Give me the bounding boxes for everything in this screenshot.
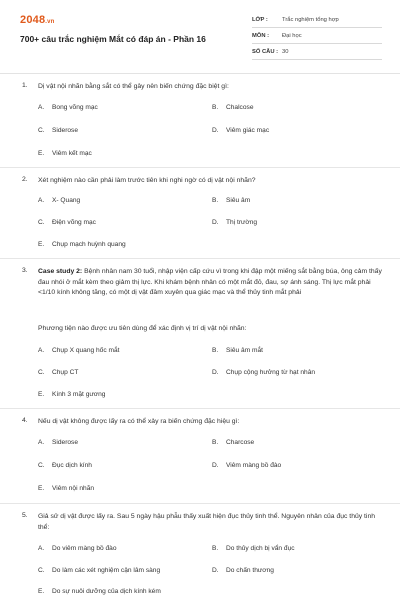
logo-text: 2048 [20,14,46,26]
option-text: Đục dịch kính [52,462,92,469]
question-number: 1. [22,82,28,89]
option-e[interactable] [38,241,126,248]
option-c[interactable] [38,462,92,469]
option-letter: A. [38,197,45,204]
meta-key: SỐ CÂU : [252,48,279,55]
option-letter: E. [38,588,45,595]
option-text: Siêu âm mắt [226,347,264,354]
option-c[interactable] [38,219,96,226]
option-text: Chụp mạch huỳnh quang [52,241,126,248]
option-text: Charcose [226,439,255,446]
option-letter: A. [38,545,45,552]
question-text [38,267,384,299]
meta-row-subject [252,28,382,44]
option-a[interactable] [38,104,98,111]
option-a[interactable] [38,545,117,552]
option-e[interactable] [38,391,105,398]
question-separator [0,167,400,168]
option-text: Viêm giác mạc [226,127,270,134]
option-letter: E. [38,391,45,398]
option-letter: D. [212,127,219,134]
option-d[interactable] [212,462,281,469]
option-text: Viêm kết mạc [52,150,92,157]
case-study-label: Case study 2: [38,268,83,275]
question-text: Nếu dị vật không được lấy ra có thể xảy ra biến chứng đặc hiệu gì: [38,418,240,425]
option-text: Chụp cộng hưởng từ hạt nhân [226,369,316,376]
meta-key: MÔN : [252,32,270,39]
option-letter: C. [38,369,45,376]
option-letter: A. [38,439,45,446]
option-c[interactable] [38,369,78,376]
option-text: Do làm các xét nghiệm cận lâm sàng [52,567,161,574]
meta-row-count [252,44,382,60]
option-letter: C. [38,219,45,226]
option-text: Siderose [52,127,79,134]
option-a[interactable] [38,439,78,446]
option-b[interactable] [212,197,250,204]
option-letter: C. [38,462,45,469]
option-d[interactable] [212,219,257,226]
page-title: 700+ câu trắc nghiệm Mắt có đáp án - Phần 16 [20,34,206,44]
option-text: Siderose [52,439,79,446]
question-number: 2. [22,176,28,183]
page-header [0,0,400,72]
option-d[interactable] [212,369,315,376]
option-text: Chalcose [226,104,254,111]
option-c[interactable] [38,127,78,134]
option-letter: D. [212,462,219,469]
logo-suffix: .vn [45,19,55,25]
option-letter: B. [212,104,219,111]
option-letter: B. [212,197,219,204]
question-number: 4. [22,417,28,424]
question-separator [0,408,400,409]
option-letter: B. [212,545,219,552]
header-divider [0,73,400,74]
meta-row-class [252,12,382,28]
question-number: 5. [22,512,28,519]
option-text: Do thủy dịch bị vẩn đục [226,545,295,552]
option-b[interactable] [212,439,254,446]
option-a[interactable] [38,197,80,204]
option-letter: A. [38,104,45,111]
question-number: 3. [22,267,28,274]
meta-value: Trắc nghiệm tổng hợp [282,16,339,23]
option-b[interactable] [212,347,263,354]
option-letter: B. [212,439,219,446]
option-text: Viêm màng bồ đào [226,462,282,469]
option-text: Điện võng mạc [52,219,96,226]
question-separator [0,258,400,259]
option-e[interactable] [38,588,161,595]
option-letter: E. [38,485,45,492]
option-b[interactable] [212,545,295,552]
question-text: Giả sử dị vật được lấy ra. Sau 5 ngày hậu phẫu thấy xuất hiện đục thủy tinh thể. Nguyên nhân của đục thủy tinh thể: [38,513,376,531]
option-letter: D. [212,369,219,376]
case-study-text: Bệnh nhân nam 30 tuổi, nhập viện cấp cứu vì trong khi đập một miếng sắt bằng búa, ông cảm thấy đau nhói ở mắt kèm theo giảm thị lực. Khi khám bệnh nhân có một mắt đỏ, đau, sợ ánh sáng. Thị lực mắt phải <1/10 kính không tăng, có một dị vật đâm xuyên qua giác mạc và thể thủy tinh mắt phải [38,268,382,296]
meta-table [252,12,382,60]
meta-value: Đại học [282,32,302,39]
option-e[interactable] [38,485,94,492]
option-text: Thị trường [226,219,258,226]
question-separator [0,503,400,504]
question-subtext: Phương tiện nào được ưu tiên dùng để xác định vị trí dị vật nội nhãn: [38,325,247,332]
option-text: Siêu âm [226,197,251,204]
option-b[interactable] [212,104,254,111]
option-text: Kính 3 mặt gương [52,391,106,398]
option-c[interactable] [38,567,160,574]
option-text: Do chấn thương [226,567,274,574]
option-text: Chụp CT [52,369,79,376]
question-text: Xét nghiệm nào cần phải làm trước tiên khi nghi ngờ có dị vật nội nhãn? [38,177,256,184]
option-text: Viêm nội nhãn [52,485,95,492]
option-a[interactable] [38,347,119,354]
option-text: Do viêm màng bồ đào [52,545,117,552]
option-letter: A. [38,347,45,354]
option-text: Chụp X quang hốc mắt [52,347,120,354]
option-letter: D. [212,219,219,226]
option-letter: E. [38,150,45,157]
option-letter: E. [38,241,45,248]
option-letter: B. [212,347,219,354]
option-letter: C. [38,567,45,574]
option-d[interactable] [212,567,274,574]
option-text: Bong võng mạc [52,104,98,111]
question-text: Dị vật nội nhãn bằng sắt có thể gây nên biến chứng đặc biệt gì: [38,83,229,90]
option-text: X- Quang [52,197,81,204]
meta-value: 30 [282,48,289,55]
option-d[interactable] [212,127,269,134]
option-letter: D. [212,567,219,574]
option-e[interactable] [38,150,92,157]
meta-key: LỚP : [252,16,268,23]
option-letter: C. [38,127,45,134]
site-logo[interactable] [20,14,55,26]
option-text: Do sự nuôi dưỡng của dịch kính kém [52,588,161,595]
